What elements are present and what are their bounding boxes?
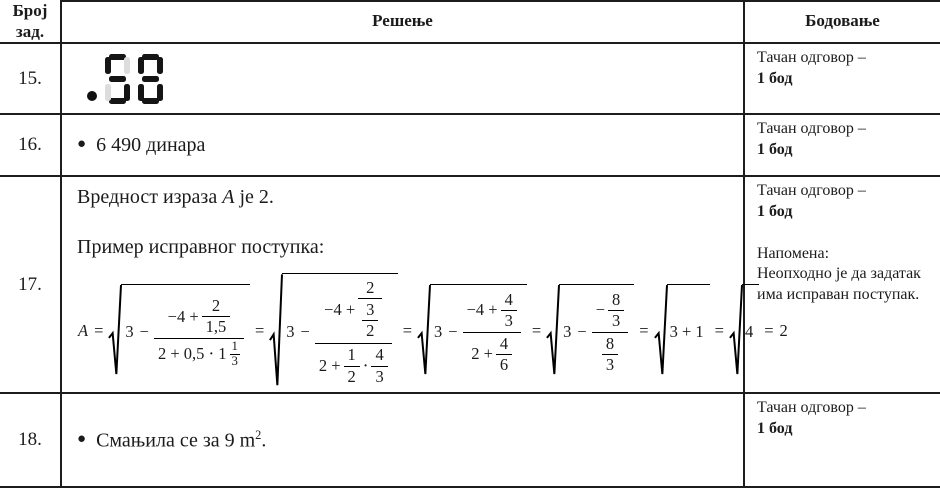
answer-post: . xyxy=(261,429,267,452)
fraction xyxy=(154,295,244,369)
scoring-points: 1 бод xyxy=(757,202,793,220)
task-number: 17. xyxy=(18,273,42,295)
math-token: − xyxy=(139,322,149,342)
math-token: − xyxy=(595,300,606,320)
task-number: 15. xyxy=(18,67,42,89)
fraction xyxy=(463,289,521,377)
math-token: 2 xyxy=(211,296,221,316)
fraction xyxy=(344,345,360,386)
fraction xyxy=(362,300,378,341)
row17-example-label: Пример исправног поступка: xyxy=(77,236,325,258)
radical-step1 xyxy=(108,284,250,377)
statement-pre: Вредност израза xyxy=(77,186,223,208)
math-token: −4 + xyxy=(167,306,199,326)
math-token: 3 xyxy=(602,354,618,375)
math-token: 3 + 1 xyxy=(669,322,704,342)
statement-post: је 2. xyxy=(234,186,274,208)
scoring-points: 1 бод xyxy=(757,140,793,158)
math-token: = xyxy=(639,320,649,340)
bullet-icon: ● xyxy=(77,135,87,152)
header-resenje-label: Решење xyxy=(372,11,433,31)
math-token: 2 + xyxy=(471,344,493,364)
scoring-correct-answer: Тачан одговор – xyxy=(757,182,866,199)
math-token: − xyxy=(448,322,458,342)
radical-sign-icon xyxy=(417,284,430,377)
math-token: 3 xyxy=(501,310,517,331)
radical-sign-icon xyxy=(654,284,667,377)
fraction xyxy=(315,277,392,388)
row17-scoring-cell xyxy=(745,177,940,394)
math-token: − xyxy=(577,322,587,342)
radical-3plus1 xyxy=(654,284,710,377)
row15-number-cell xyxy=(0,44,62,115)
header-broj-zad xyxy=(0,0,62,44)
math-token: −4 + xyxy=(324,300,356,320)
math-token: 2 xyxy=(779,320,788,340)
math-token: 2 xyxy=(344,366,360,387)
header-resenje xyxy=(62,0,745,44)
fraction xyxy=(202,296,231,337)
math-token: ⋅ xyxy=(362,355,369,375)
math-token: 2 + xyxy=(318,355,341,375)
scoring-correct-answer: Тачан одговор – xyxy=(757,399,866,416)
row16-number-cell xyxy=(0,115,62,177)
math-token: 8 xyxy=(612,289,621,309)
math-token: = xyxy=(714,320,724,340)
radical-step3 xyxy=(417,284,527,377)
fraction xyxy=(602,334,618,375)
table-top-border xyxy=(62,0,940,2)
radical-sign-icon xyxy=(729,284,742,377)
solution-formula xyxy=(77,273,788,389)
fraction xyxy=(371,345,387,386)
math-token: = xyxy=(254,320,265,340)
row16-scoring-cell xyxy=(745,115,940,177)
fraction xyxy=(592,289,629,377)
fraction xyxy=(358,278,382,342)
radical-step2 xyxy=(269,273,397,389)
math-token: = xyxy=(94,320,104,340)
row17-number-cell xyxy=(0,177,62,394)
math-token: − xyxy=(300,322,310,342)
fraction xyxy=(496,334,512,375)
math-token: 3 xyxy=(125,322,134,342)
math-token: = xyxy=(764,320,774,340)
scoring-points: 1 бод xyxy=(757,69,793,87)
row18-scoring-cell xyxy=(745,394,940,488)
scoring-note xyxy=(757,244,932,306)
seven-segment-display xyxy=(87,54,163,104)
row16-answer-text: 6 490 динара xyxy=(96,133,206,156)
math-token: 8 xyxy=(605,333,615,353)
math-token: 6 xyxy=(496,354,512,375)
radical-sign-icon xyxy=(108,284,121,377)
seven-segment-digit-5 xyxy=(105,54,130,104)
math-token: 4 xyxy=(744,322,754,342)
bullet-icon: ● xyxy=(77,430,87,447)
fraction xyxy=(230,340,240,368)
task-number: 16. xyxy=(18,134,42,155)
row18-number-cell xyxy=(0,394,62,488)
scoring-points: 1 бод xyxy=(757,419,793,437)
variable-a: A xyxy=(222,186,235,208)
header-broj-zad-label: Број зад. xyxy=(12,0,48,41)
math-token: 1,5 xyxy=(202,316,231,337)
math-token: 4 xyxy=(504,289,513,309)
math-token: A xyxy=(78,320,89,340)
seven-segment-digit-8 xyxy=(138,54,163,104)
math-token: 1 xyxy=(231,339,238,354)
math-token: 3 xyxy=(366,300,375,320)
row16-solution-cell xyxy=(62,115,745,177)
note-text: Неопходно је да задатак има исправан поступак. xyxy=(757,265,921,304)
answer-superscript: 2 xyxy=(255,427,262,442)
note-label: Напомена: xyxy=(757,244,830,262)
math-token: 2 + 0,5 ⋅ 1 xyxy=(157,344,227,364)
decimal-point-dot xyxy=(87,91,97,101)
header-bodovanje-label: Бодовање xyxy=(805,11,880,31)
radical-sign-icon xyxy=(546,284,559,377)
row15-solution-cell xyxy=(62,44,745,115)
math-token: 4 xyxy=(375,345,384,365)
math-token: = xyxy=(402,320,413,340)
math-token: −4 + xyxy=(466,300,498,320)
math-token: 3 xyxy=(371,366,387,387)
scoring-correct-answer: Тачан одговор – xyxy=(757,120,866,137)
row18-answer-text xyxy=(96,428,266,453)
task-number: 18. xyxy=(18,429,42,450)
math-token: 3 xyxy=(286,322,295,342)
math-token: 3 xyxy=(231,353,238,368)
math-token: 3 xyxy=(608,310,624,331)
row18-solution-cell xyxy=(62,394,745,488)
scoring-correct-answer: Тачан одговор – xyxy=(757,49,866,66)
header-bodovanje xyxy=(745,0,940,44)
radical-step4 xyxy=(546,284,634,377)
math-token: 3 xyxy=(434,322,443,342)
math-token: 4 xyxy=(499,333,509,353)
math-token: 1 xyxy=(347,345,356,365)
math-token: 2 xyxy=(362,320,378,341)
math-token: = xyxy=(531,320,542,340)
fraction xyxy=(501,290,517,331)
math-token: 3 xyxy=(563,322,572,342)
fraction xyxy=(608,290,624,331)
math-token: 2 xyxy=(366,278,375,297)
row15-scoring-cell xyxy=(745,44,940,115)
radical-sign-icon xyxy=(269,273,282,389)
answer-pre: Смањила се за 9 m xyxy=(96,429,256,452)
row17-statement xyxy=(77,186,739,209)
